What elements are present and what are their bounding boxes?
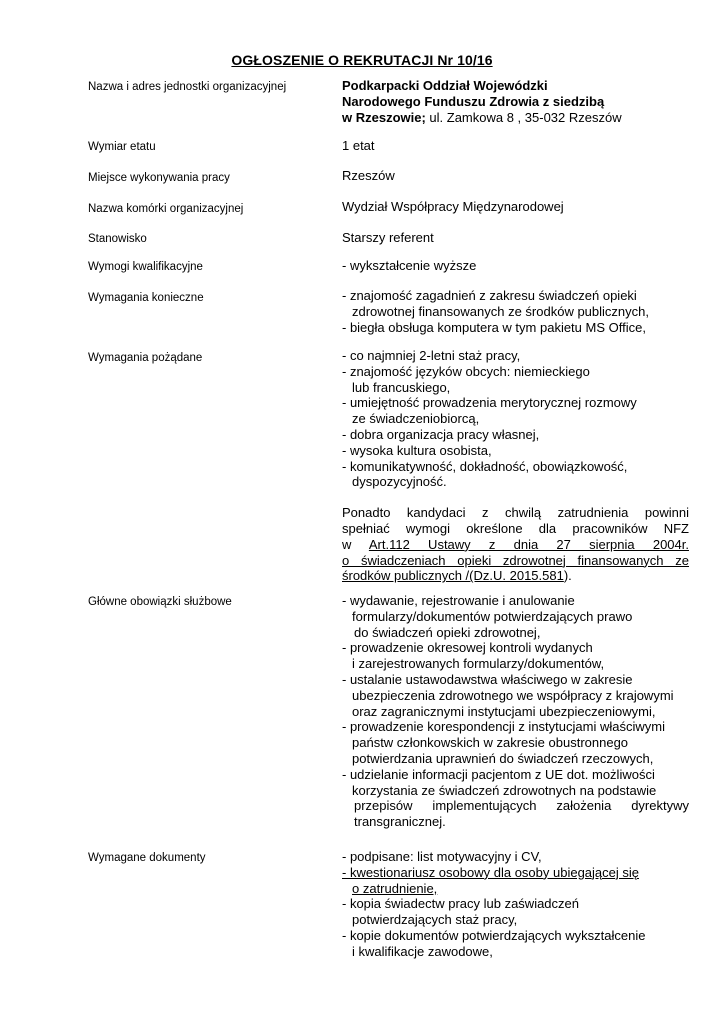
konieczne-list [342, 288, 649, 335]
list-item: - komunikatywność, dokładność, obowiązkowość, [342, 458, 628, 474]
list-item: - wysoka kultura osobista, [342, 442, 492, 458]
list-item: - prowadzenie korespondencji z instytucjami właściwymi [342, 719, 665, 735]
list-item: oraz zagranicznymi instytucjami ubezpieczeniowymi, [352, 703, 656, 719]
ustawa-link-part[interactable]: Art.112 Ustawy z dnia 27 sierpnia 2004r. [368, 536, 689, 552]
list-item: - umiejętność prowadzenia merytorycznej rozmowy [342, 395, 637, 411]
list-item: lub francuskiego, [352, 379, 451, 395]
kwalifikacyjne-label: Wymogi kwalifikacyjne [88, 261, 203, 273]
list-item: ze świadczeniobiorcą, [352, 411, 480, 427]
unit-city: w Rzeszowie; [342, 109, 426, 125]
unit-line-3 [342, 110, 622, 126]
etat-label: Wymiar etatu [88, 141, 156, 153]
paragraph-text: ). [563, 568, 572, 584]
unit-line-2: Narodowego Funduszu Zdrowia z siedzibą [342, 93, 605, 109]
paragraph-text: w [342, 536, 369, 552]
kwestionariusz-link[interactable]: o zatrudnienie, [352, 880, 438, 896]
unit-value [342, 78, 622, 125]
list-item: - kopie dokumentów potwierdzających wykształcenie [342, 927, 646, 943]
list-item: - prowadzenie okresowej kontroli wydanych [342, 640, 593, 656]
obowiazki-list [342, 593, 689, 830]
stanowisko-label: Stanowisko [88, 233, 147, 245]
unit-line-1: Podkarpacki Oddział Wojewódzki [342, 78, 548, 93]
page-title: OGŁOSZENIE O REKRUTACJI Nr 10/16 [231, 52, 493, 68]
miejsce-label: Miejsce wykonywania pracy [88, 172, 230, 184]
list-item: i kwalifikacje zawodowe, [352, 943, 493, 959]
dokumenty-label: Wymagane dokumenty [88, 852, 206, 864]
konieczne-label: Wymagania konieczne [88, 292, 204, 304]
pozadane-paragraph-line [342, 568, 689, 584]
list-item: przepisów implementujących założenia dyrektywy [354, 798, 689, 814]
list-item: - dobra organizacja pracy własnej, [342, 426, 540, 442]
ustawa-link-part[interactable]: o świadczeniach opieki zdrowotnej finansowanych ze [342, 552, 689, 568]
pozadane-paragraph-line: spełniać wymogi określone dla pracowników NFZ [342, 520, 689, 536]
kwalifikacyjne-value: - wykształcenie wyższe [342, 258, 477, 273]
miejsce-value: Rzeszów [342, 168, 395, 183]
obowiazki-label: Główne obowiązki służbowe [88, 596, 232, 608]
dokumenty-list [342, 849, 645, 960]
list-item: potwierdzających staż pracy, [352, 912, 518, 928]
komorka-label: Nazwa komórki organizacyjnej [88, 203, 244, 215]
list-item: dyspozycyjność. [352, 474, 447, 490]
list-item: - ustalanie ustawodawstwa właściwego w zakresie [342, 671, 633, 687]
list-item: państw członkowskich w zakresie obustronnego [352, 735, 629, 751]
unit-address: ul. Zamkowa 8 , 35-032 Rzeszów [425, 109, 622, 125]
list-item: - podpisane: list motywacyjny i CV, [342, 849, 542, 864]
komorka-value: Wydział Współpracy Międzynarodowej [342, 199, 564, 214]
unit-label: Nazwa i adres jednostki organizacyjnej [88, 81, 287, 93]
ustawa-link-part[interactable]: środków publicznych /(Dz.U. 2015.581 [342, 568, 564, 584]
list-item: ubezpieczenia zdrowotnego we współpracy z krajowymi [352, 687, 674, 703]
list-item: i zarejestrowanych formularzy/dokumentów, [352, 656, 605, 672]
pozadane-label: Wymagania pożądane [88, 352, 203, 364]
pozadane-list [342, 348, 689, 584]
list-item: - wydawanie, rejestrowanie i anulowanie [342, 593, 575, 608]
stanowisko-value: Starszy referent [342, 230, 434, 245]
list-item: korzystania ze świadczeń zdrowotnych na podstawie [352, 782, 657, 798]
list-item: potwierdzania uprawnień do świadczeń rzeczowych, [352, 750, 654, 766]
list-item: - znajomość języków obcych: niemieckiego [342, 363, 590, 379]
list-item: zdrowotnej finansowanych ze środków publicznych, [352, 303, 649, 319]
list-item: transgranicznej. [354, 814, 446, 830]
pozadane-paragraph-line: Ponadto kandydaci z chwilą zatrudnienia powinni [342, 505, 689, 521]
list-item: - co najmniej 2-letni staż pracy, [342, 348, 521, 363]
list-item: do świadczeń opieki zdrowotnej, [354, 624, 541, 640]
etat-value: 1 etat [342, 138, 375, 153]
kwestionariusz-link[interactable]: - kwestionariusz osobowy dla osoby ubiegającej się [342, 864, 639, 880]
list-item: - biegła obsługa komputera w tym pakietu MS Office, [342, 319, 646, 335]
list-item: - kopia świadectw pracy lub zaświadczeń [342, 896, 579, 912]
pozadane-paragraph-line [342, 537, 689, 553]
list-item: formularzy/dokumentów potwierdzających prawo [352, 608, 633, 624]
list-item: - udzielanie informacji pacjentom z UE dot. możliwości [342, 766, 655, 782]
list-item: - znajomość zagadnień z zakresu świadczeń opieki [342, 288, 637, 303]
